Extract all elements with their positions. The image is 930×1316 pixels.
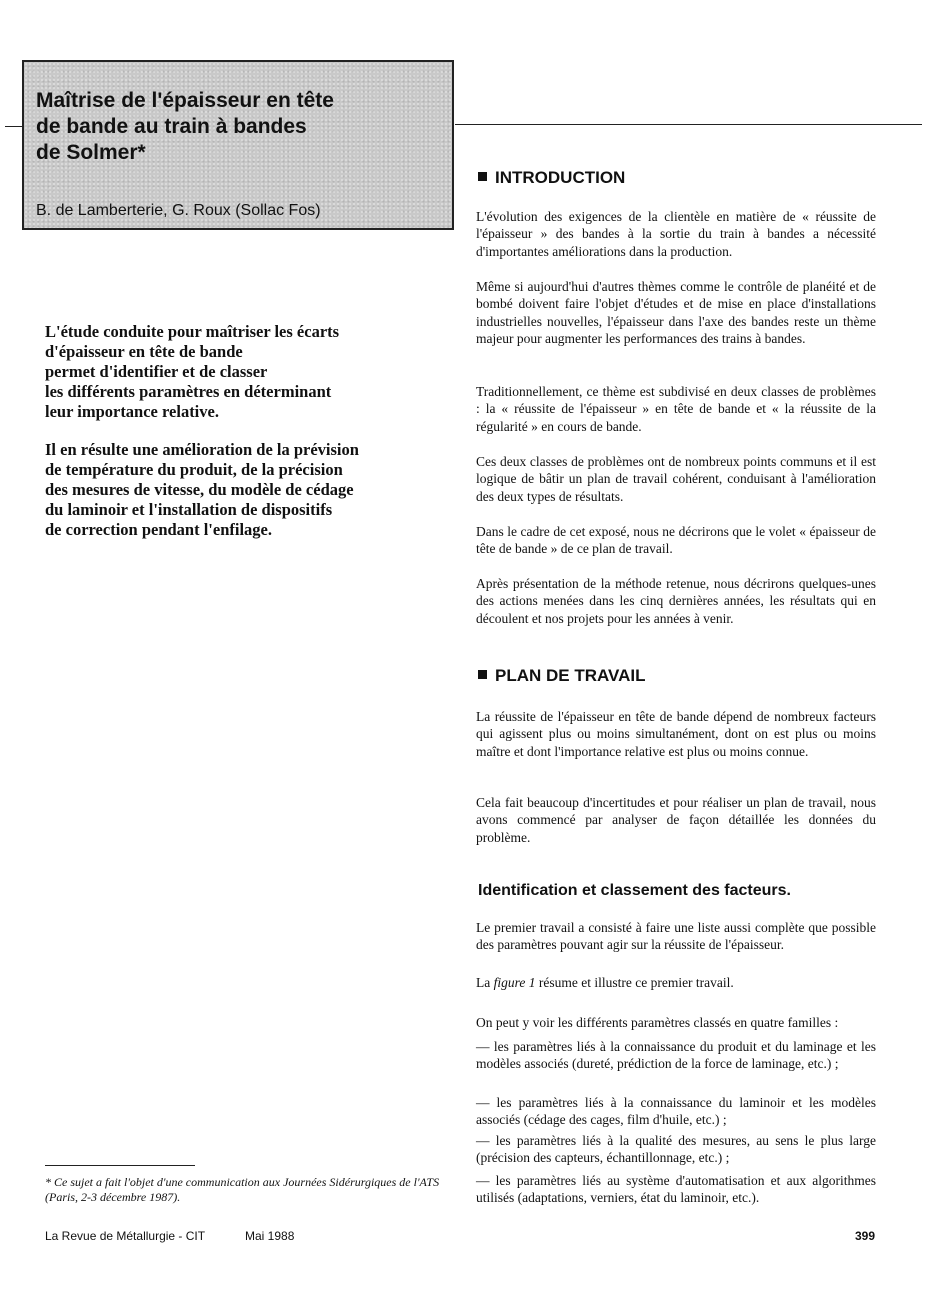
figure-link[interactable]: figure 1 — [493, 975, 536, 990]
abstract — [45, 322, 405, 558]
title-line: Maîtrise de l'épaisseur en tête — [36, 89, 334, 112]
text-span: résume et illustre ce premier travail. — [535, 975, 734, 990]
abstract-line: L'étude conduite pour maîtriser les écarts — [45, 322, 340, 341]
figure-reference-paragraph — [476, 974, 876, 991]
intro-paragraph: Ces deux classes de problèmes ont de nombreux points communs et il est logique de bâtir un plan de travail cohérent, conduisant à l'amélioration des deux types de résultats. — [476, 454, 876, 504]
section-heading-plan — [478, 666, 645, 686]
subsection-heading-identification: Identification et classement des facteurs. — [478, 882, 791, 899]
plan-paragraph: La réussite de l'épaisseur en tête de bande dépend de nombreux facteurs qui agissent plus ou moins simultanément, dont on est plus ou moins maître et dont l'importance relative est plus ou moins connue. — [476, 709, 876, 759]
intro-paragraph: Même si aujourd'hui d'autres thèmes comme le contrôle de planéité et de bombé doivent faire l'objet d'études et de mise en place d'installations industrielles nouvelles, l'épaisseur dans l'axe des bandes reste un thème majeur pour augmenter les performances des trains à bandes. — [476, 279, 876, 346]
intro-paragraph: Dans le cadre de cet exposé, nous ne décrirons que le volet « épaisseur de tête de bande » de ce plan de travail. — [476, 524, 876, 557]
abstract-line: Il en résulte une amélioration de la prévision — [45, 440, 359, 459]
section-heading-introduction — [478, 168, 625, 188]
abstract-line: les différents paramètres en déterminant — [45, 382, 332, 401]
page-number: 399 — [855, 1229, 876, 1243]
title-line: de bande au train à bandes — [36, 115, 307, 138]
footnote: * Ce sujet a fait l'objet d'une communication aux Journées Sidérurgiques de l'ATS (Paris, 2-3 décembre 1987). — [45, 1175, 440, 1204]
plan-paragraph: Cela fait beaucoup d'incertitudes et pour réaliser un plan de travail, nous avons commencé par analyser de façon détaillée les données du problème. — [476, 795, 876, 845]
title-rule-left — [5, 126, 23, 127]
title-line: de Solmer* — [36, 141, 146, 164]
article-title — [36, 88, 436, 166]
title-box — [22, 60, 454, 230]
journal-name: La Revue de Métallurgie - CIT — [45, 1229, 206, 1243]
intro-paragraph: L'évolution des exigences de la clientèle en matière de « réussite de l'épaisseur » des bandes à la sortie du train à bandes a nécessité d'importantes améliorations dans la production. — [476, 209, 876, 259]
abstract-line: des mesures de vitesse, du modèle de cédage — [45, 480, 354, 499]
issue-date: Mai 1988 — [245, 1229, 295, 1243]
list-item: — les paramètres liés à la connaissance du laminoir et les modèles associés (cédage des cages, film d'huile, etc.) ; — [476, 1095, 876, 1128]
abstract-line: leur importance relative. — [45, 402, 219, 421]
identification-paragraph: Le premier travail a consisté à faire une liste aussi complète que possible des paramètres pouvant agir sur la réussite de l'épaisseur. — [476, 920, 876, 953]
footnote-rule — [45, 1165, 195, 1166]
abstract-line: d'épaisseur en tête de bande — [45, 342, 243, 361]
abstract-line: de température du produit, de la précision — [45, 460, 343, 479]
intro-paragraph: Après présentation de la méthode retenue, nous décrirons quelques-unes des actions menées dans les cinq dernières années, les résultats qui en découlent et nos projets pour les années à venir. — [476, 576, 876, 626]
abstract-paragraph-1 — [45, 322, 405, 422]
section-heading-text: INTRODUCTION — [495, 168, 626, 187]
identification-paragraph: On peut y voir les différents paramètres classés en quatre familles : — [476, 1015, 839, 1030]
title-rule-right — [455, 124, 922, 125]
section-heading-text: PLAN DE TRAVAIL — [495, 666, 646, 685]
list-item: — les paramètres liés à la connaissance du produit et du laminage et les modèles associés (dureté, prédiction de la force de laminage, etc.) ; — [476, 1039, 876, 1072]
square-bullet-icon — [478, 670, 487, 679]
abstract-line: de correction pendant l'enfilage. — [45, 520, 273, 539]
abstract-line: permet d'identifier et de classer — [45, 362, 268, 381]
abstract-paragraph-2 — [45, 440, 405, 540]
text-span: La — [476, 975, 494, 990]
list-item: — les paramètres liés au système d'automatisation et aux algorithmes utilisés (adaptations, verniers, état du laminoir, etc.). — [476, 1173, 876, 1206]
intro-paragraph: Traditionnellement, ce thème est subdivisé en deux classes de problèmes : la « réussite de l'épaisseur » en tête de bande et « la réussite de la régularité » en cours de bande. — [476, 384, 876, 434]
authors: B. de Lamberterie, G. Roux (Sollac Fos) — [36, 202, 321, 219]
abstract-line: du laminoir et l'installation de dispositifs — [45, 500, 333, 519]
list-item: — les paramètres liés à la qualité des mesures, au sens le plus large (précision des capteurs, échantillonnage, etc.) ; — [476, 1133, 876, 1166]
square-bullet-icon — [478, 172, 487, 181]
